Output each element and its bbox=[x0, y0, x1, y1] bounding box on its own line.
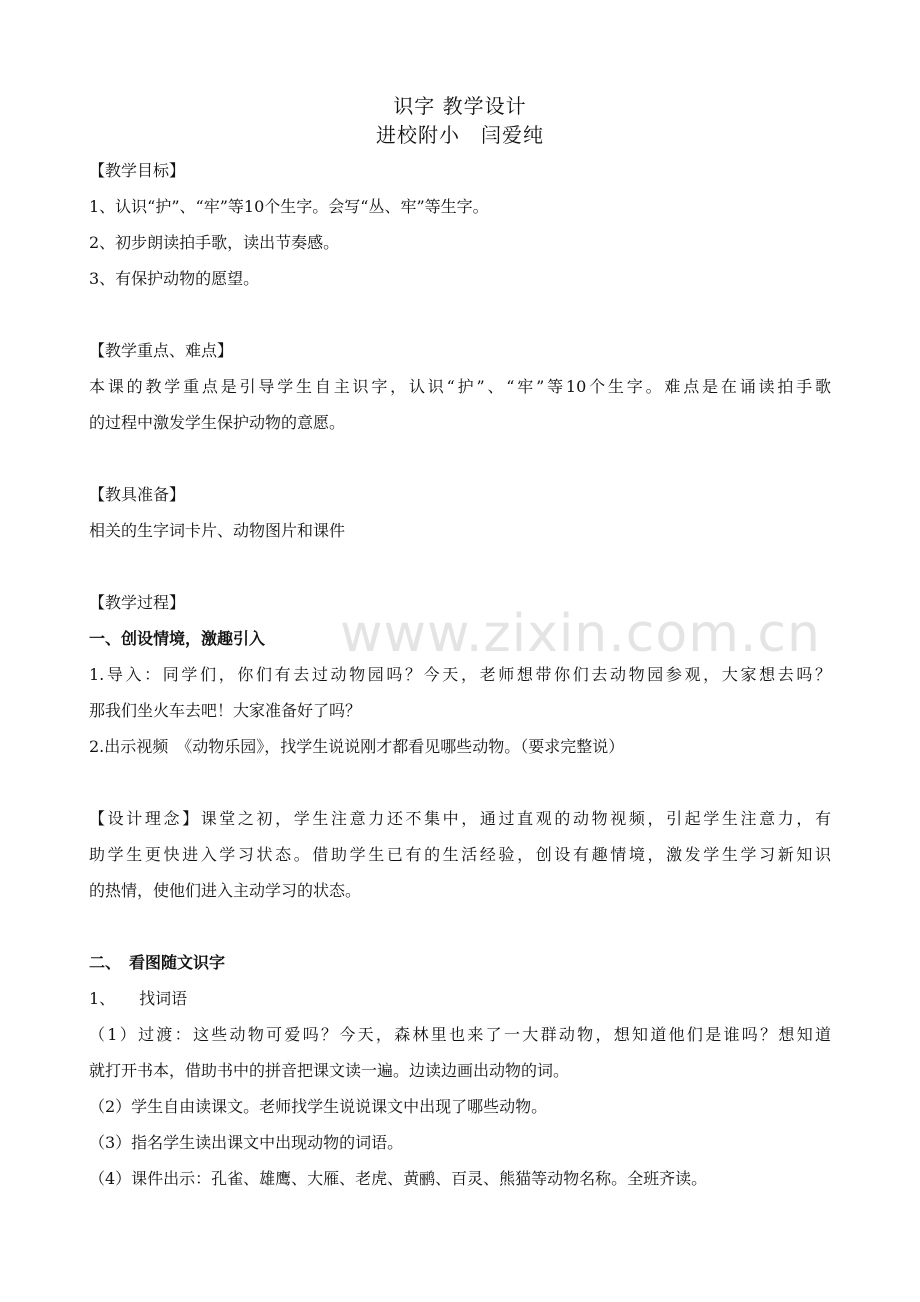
part2-line: （2）学生自由读课文。老师找学生说说课文中出现了哪些动物。 bbox=[89, 1097, 548, 1116]
part1-title: 一、创设情境，激趣引入 bbox=[89, 629, 266, 648]
process-heading: 【教学过程】 bbox=[89, 593, 186, 612]
materials-heading: 【教具准备】 bbox=[89, 485, 186, 504]
part2-line: （1）过渡：这些动物可爱吗？今天，森林里也来了一大群动物，想知道他们是谁吗？想知道 bbox=[89, 1025, 831, 1044]
part2-line: （4）课件出示：孔雀、雄鹰、大雁、老虎、黄鹂、百灵、熊猫等动物名称。全班齐读。 bbox=[89, 1169, 708, 1188]
document-author: 进校附小 闫爱纯 bbox=[376, 123, 544, 147]
goal-item: 2、初步朗读拍手歌，读出节奏感。 bbox=[89, 233, 340, 252]
key-points-heading: 【教学重点、难点】 bbox=[89, 341, 234, 360]
design-line: 助学生更快进入学习状态。借助学生已有的生活经验，创设有趣情境，激发学生学习新知识 bbox=[89, 845, 831, 864]
goals-heading: 【教学目标】 bbox=[89, 161, 186, 180]
part2-subtitle: 1、 找词语 bbox=[89, 989, 188, 1008]
part2-line: 就打开书本，借助书中的拼音把课文读一遍。边读边画出动物的词。 bbox=[89, 1061, 570, 1080]
materials-text: 相关的生字词卡片、动物图片和课件 bbox=[89, 521, 346, 540]
part1-line: 2.出示视频 《动物乐园》，找学生说说刚才都看见哪些动物。（要求完整说） bbox=[89, 737, 625, 756]
part2-line: （3）指名学生读出课文中出现动物的词语。 bbox=[89, 1133, 404, 1152]
part1-line: 1.导入：同学们，你们有去过动物园吗？今天，老师想带你们去动物园参观，大家想去吗？ bbox=[89, 665, 831, 684]
design-line: 的热情，使他们进入主动学习的状态。 bbox=[89, 881, 362, 900]
design-line: 【设计理念】课堂之初，学生注意力还不集中，通过直观的动物视频，引起学生注意力，有 bbox=[89, 809, 831, 828]
document-title: 识字 教学设计 bbox=[393, 94, 527, 118]
goal-item: 3、有保护动物的愿望。 bbox=[89, 269, 260, 288]
part1-line: 那我们坐火车去吧！大家准备好了吗？ bbox=[89, 701, 362, 720]
watermark: www.zixin.com.cn bbox=[340, 604, 821, 664]
goal-item: 1、认识“护”、“牢”等10个生字。会写“丛、牢”等生字。 bbox=[89, 197, 489, 216]
key-points-line: 的过程中激发学生保护动物的意愿。 bbox=[89, 413, 346, 432]
part2-title: 二、 看图随文识字 bbox=[89, 953, 226, 972]
key-points-line: 本课的教学重点是引导学生自主识字，认识“护”、“牢”等10个生字。难点是在诵读拍手歌 bbox=[89, 377, 831, 396]
